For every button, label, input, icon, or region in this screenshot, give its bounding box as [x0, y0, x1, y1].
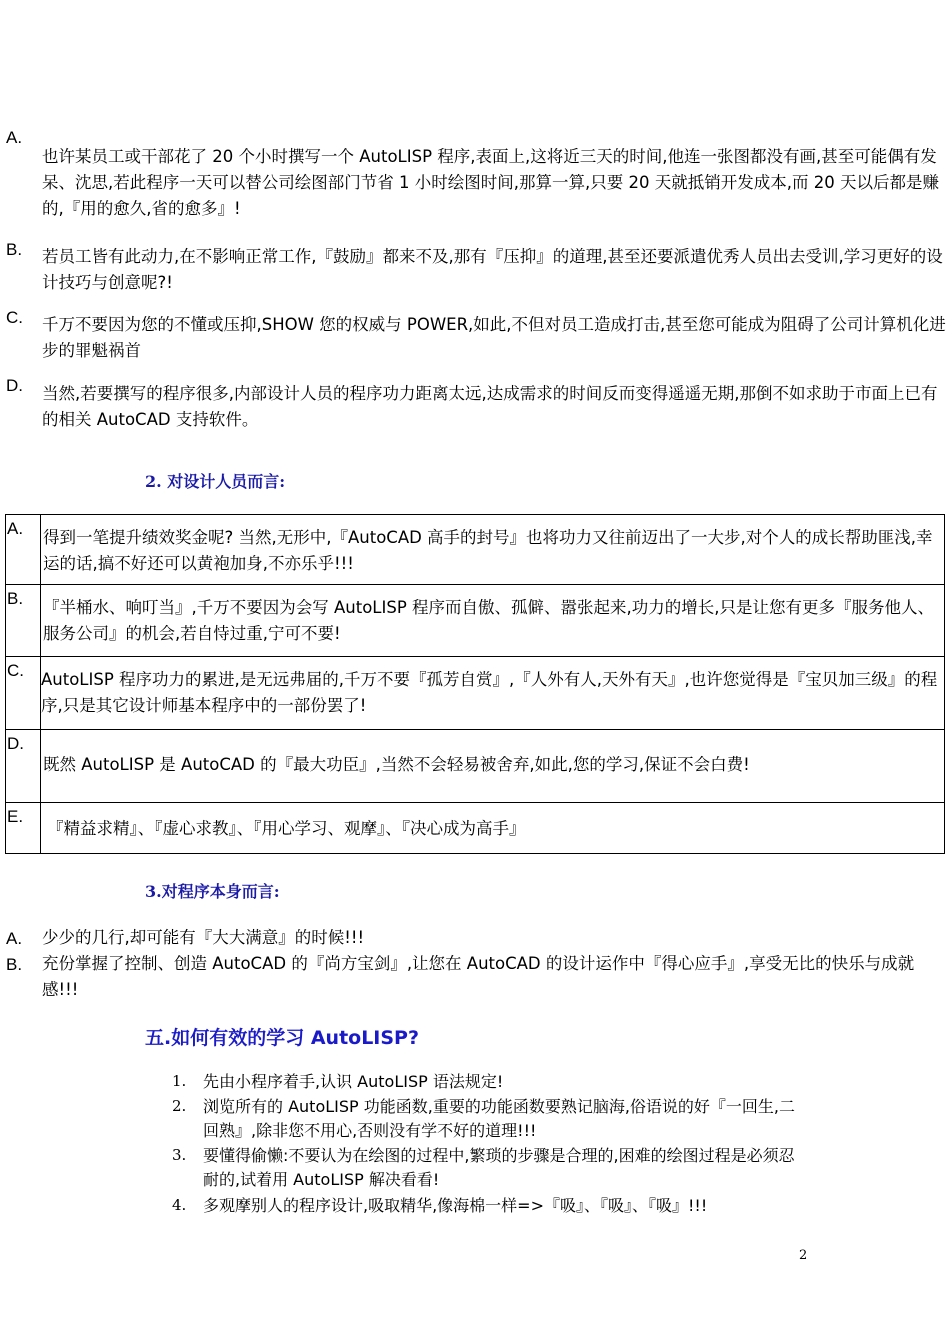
- item-d-marker: D.: [6, 376, 23, 395]
- row-c-marker: C.: [7, 661, 24, 680]
- row-b-text: 『半桶水、响叮当』,千万不要因为会写 AutoLISP 程序而自傲、孤僻、嚣张起来,功力的增长,只是让您有更多『服务他人、服务公司』的机会,若自恃过重,宁可不要!: [43, 598, 935, 643]
- section-3-heading: 3.对程序本身而言:: [145, 882, 280, 901]
- list-number: 2.: [172, 1097, 187, 1115]
- row-d-marker: D.: [7, 734, 24, 753]
- section-2-heading: 2. 对设计人员而言:: [145, 472, 286, 491]
- s3-item-a-text: 少少的几行,却可能有『大大满意』的时候!!!: [42, 928, 365, 947]
- page-number: 2: [799, 1248, 808, 1263]
- row-e-text: 『精益求精』、『虚心求教』、『用心学习、观摩』、『决心成为高手』: [47, 819, 526, 838]
- designer-benefits-table: [5, 514, 945, 854]
- list-number: 1.: [172, 1072, 187, 1090]
- row-a-text: 得到一笔提升绩效奖金呢? 当然,无形中,『AutoCAD 高手的封号』也将功力又往前迈出了一大步,对个人的成长帮助匪浅,幸运的话,搞不好还可以黄袍加身,不亦乐乎!!!: [43, 528, 933, 573]
- s3-item-a-marker: A.: [6, 929, 23, 948]
- table-row: [6, 585, 945, 657]
- table-row: [6, 730, 945, 803]
- row-e-marker: E.: [7, 807, 24, 826]
- section-5-heading: 五.如何有效的学习 AutoLISP?: [145, 1027, 420, 1049]
- list-number: 3.: [172, 1146, 187, 1164]
- list-number: 4.: [172, 1196, 187, 1214]
- row-b-marker: B.: [7, 589, 24, 608]
- list-item: 多观摩别人的程序设计,吸取精华,像海棉一样=>『吸』、『吸』、『吸』!!!: [203, 1196, 708, 1215]
- item-a-text: 也许某员工或干部花了 20 个小时撰写一个 AutoLISP 程序,表面上,这将近三天的时间,他连一张图都没有画,甚至可能偶有发呆、沈思,若此程序一天可以替公司绘图部门节省 1 小时绘图时间,那算一算,只要 20 天就抵销开发成本,而 20 天以后都是赚的,『用的愈久,省的愈多』!: [42, 147, 939, 218]
- item-b-marker: B.: [6, 240, 23, 259]
- item-d-text: 当然,若要撰写的程序很多,内部设计人员的程序功力距离太远,达成需求的时间反而变得遥遥无期,那倒不如求助于市面上已有的相关 AutoCAD 支持软件。: [42, 384, 938, 429]
- list-item: 要懂得偷懒:不要认为在绘图的过程中,繁琐的步骤是合理的,困难的绘图过程是必须忍耐的,试着用 AutoLISP 解决看看!: [203, 1146, 795, 1189]
- list-item: 先由小程序着手,认识 AutoLISP 语法规定!: [203, 1072, 504, 1091]
- row-d-text: 既然 AutoLISP 是 AutoCAD 的『最大功臣』,当然不会轻易被舍弃,如此,您的学习,保证不会白费!: [43, 755, 750, 774]
- list-item: 浏览所有的 AutoLISP 功能函数,重要的功能函数要熟记脑海,俗语说的好『一回生,二回熟』,除非您不用心,否则没有学不好的道理!!!: [203, 1097, 796, 1140]
- row-a-marker: A.: [7, 519, 24, 538]
- table-row: [6, 515, 945, 585]
- table-row: [6, 657, 945, 730]
- s3-item-b-marker: B.: [6, 955, 23, 974]
- item-c-text: 千万不要因为您的不懂或压抑,SHOW 您的权威与 POWER,如此,不但对员工造成打击,甚至您可能成为阻碍了公司计算机化进步的罪魁祸首: [42, 315, 946, 360]
- row-c-text: AutoLISP 程序功力的累进,是无远弗届的,千万不要『孤芳自赏』,『人外有人,天外有天』,也许您觉得是『宝贝加三级』的程序,只是其它设计师基本程序中的一部份罢了!: [41, 670, 938, 715]
- s3-item-b-text: 充份掌握了控制、创造 AutoCAD 的『尚方宝剑』,让您在 AutoCAD 的设计运作中『得心应手』,享受无比的快乐与成就感!!!: [42, 954, 915, 999]
- item-a-marker: A.: [6, 128, 23, 147]
- item-b-text: 若员工皆有此动力,在不影响正常工作,『鼓励』都来不及,那有『压抑』的道理,甚至还要派遣优秀人员出去受训,学习更好的设计技巧与创意呢?!: [42, 247, 943, 292]
- item-c-marker: C.: [6, 308, 23, 327]
- table-row: [6, 803, 945, 854]
